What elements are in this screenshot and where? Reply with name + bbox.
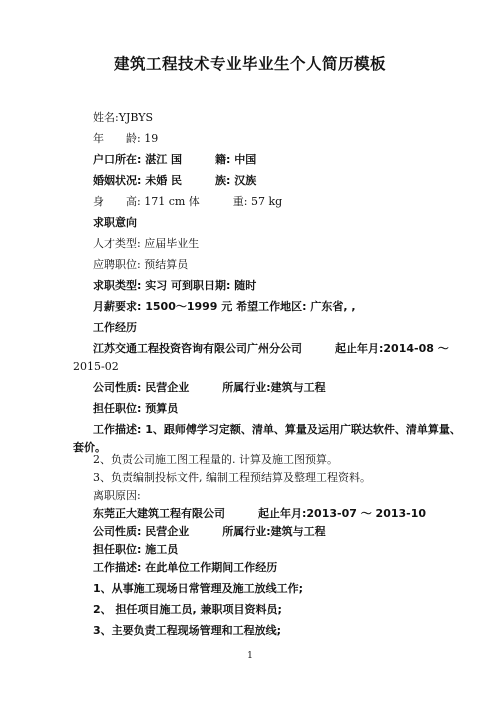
marital-ethnicity-line: 婚姻状况: 未婚 民 族: 汉族 <box>93 174 257 187</box>
company-1-line: 江苏交通工程投资咨询有限公司广州分公司 起止年月:2014-08 ～ <box>93 342 449 355</box>
salary-region-line: 月薪要求: 1500～1999 元 希望工作地区: 广东省, , <box>93 300 356 313</box>
company-2-position-line: 担任职位: 施工员 <box>93 543 179 556</box>
company-1-duty-2: 2、负责公司施工图工程量的. 计算及施工图预算。 <box>93 453 338 466</box>
talent-type-line: 人才类型: 应届毕业生 <box>93 237 200 250</box>
section-work-history: 工作经历 <box>93 321 137 334</box>
company-2-duty-3: 3、主要负责工程现场管理和工程放线; <box>93 624 282 637</box>
leaving-reason-line: 离职原因: <box>93 489 141 502</box>
company-2-desc-line: 工作描述: 在此单位工作期间工作经历 <box>93 561 278 574</box>
hukou-nationality-line: 户口所在: 湛江 国 籍: 中国 <box>93 153 257 166</box>
company-1-desc-cont: 套价。 <box>73 441 106 454</box>
age-line: 年 龄: 19 <box>93 132 159 145</box>
company-2-nature-line: 公司性质: 民营企业 所属行业:建筑与工程 <box>93 525 326 538</box>
company-2-duty-2: 2、 担任项目施工员, 兼职项目资料员; <box>93 603 282 616</box>
company-2-duty-1: 1、从事施工现场日常管理及施工放线工作; <box>93 582 304 595</box>
name-line: 姓名:YJBYS <box>93 111 154 124</box>
company-2-line: 东莞正大建筑工程有限公司 起止年月:2013-07 ～ 2013-10 <box>93 507 427 520</box>
company-1-duty-3: 3、负责编制投标文件, 编制工程预结算及整理工程资料。 <box>93 471 371 484</box>
page-title: 建筑工程技术专业毕业生个人简历模板 <box>113 55 386 73</box>
page-number: 1 <box>247 651 253 661</box>
company-1-desc-line: 工作描述: 1、跟师傅学习定额、清单、算量及运用广联达软件、清单算量、 <box>93 423 461 436</box>
company-1-nature-line: 公司性质: 民营企业 所属行业:建筑与工程 <box>93 381 326 394</box>
company-1-position-line: 担任职位: 预算员 <box>93 402 179 415</box>
section-job-intention: 求职意向 <box>93 216 137 229</box>
job-type-line: 求职类型: 实习 可到职日期: 随时 <box>93 279 257 292</box>
company-1-period-cont: 2015-02 <box>73 360 119 373</box>
height-weight-line: 身 高: 171 cm 体 重: 57 kg <box>93 195 283 208</box>
applied-position-line: 应聘职位: 预结算员 <box>93 258 189 271</box>
